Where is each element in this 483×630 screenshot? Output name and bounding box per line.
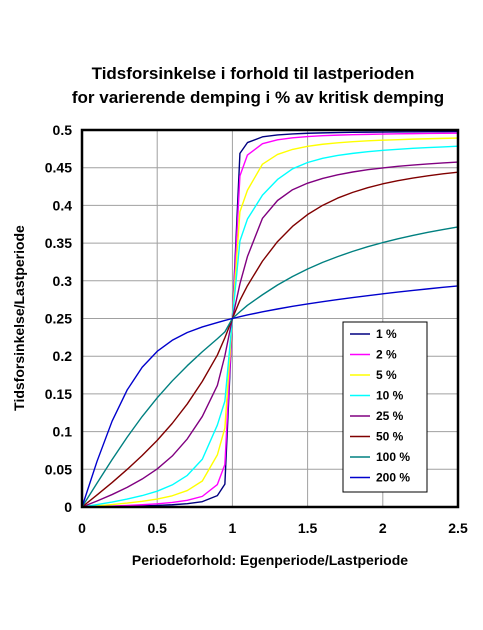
y-tick-label: 0.1 bbox=[52, 423, 72, 440]
y-tick-label: 0.3 bbox=[52, 272, 72, 289]
legend-label-4: 25 % bbox=[376, 409, 404, 423]
legend-label-7: 200 % bbox=[376, 470, 411, 485]
x-tick-label: 0 bbox=[78, 520, 86, 536]
legend-label-2: 5 % bbox=[376, 368, 397, 382]
legend-label-0: 1 % bbox=[376, 327, 397, 341]
y-tick-label: 0.35 bbox=[44, 235, 72, 252]
y-tick-label: 0.2 bbox=[52, 348, 72, 365]
y-axis-label: Tidsforsinkelse/Lastperiode bbox=[11, 225, 27, 411]
y-tick-label: 0.45 bbox=[44, 159, 72, 176]
x-axis-label: Periodeforhold: Egenperiode/Lastperiode bbox=[131, 552, 409, 568]
x-tick-label: 1.5 bbox=[297, 520, 318, 536]
y-tick-label: 0.05 bbox=[44, 461, 72, 478]
y-tick-label: 0.15 bbox=[44, 385, 72, 402]
y-tick-label: 0.5 bbox=[52, 122, 72, 138]
y-tick-label: 0 bbox=[64, 499, 72, 515]
x-tick-label: 2 bbox=[378, 520, 387, 536]
y-tick-label: 0.4 bbox=[52, 197, 72, 214]
x-tick-label: 2.5 bbox=[448, 520, 468, 536]
chart-title-line-2: for varierende demping i % av kritisk demping bbox=[71, 88, 445, 107]
y-tick-labels bbox=[45, 122, 72, 515]
y-tick-label: 0.25 bbox=[44, 310, 72, 327]
legend-label-6: 100 % bbox=[376, 450, 411, 464]
x-tick-labels bbox=[78, 520, 468, 536]
legend-label-5: 50 % bbox=[376, 429, 404, 444]
x-tick-label: 1 bbox=[228, 520, 237, 536]
chart-title-line-1: Tidsforsinkelse i forhold til lastperioden bbox=[91, 64, 415, 83]
legend-label-1: 2 % bbox=[376, 347, 397, 362]
legend-label-3: 10 % bbox=[376, 388, 404, 403]
legend bbox=[343, 322, 427, 492]
x-tick-label: 0.5 bbox=[147, 520, 167, 536]
